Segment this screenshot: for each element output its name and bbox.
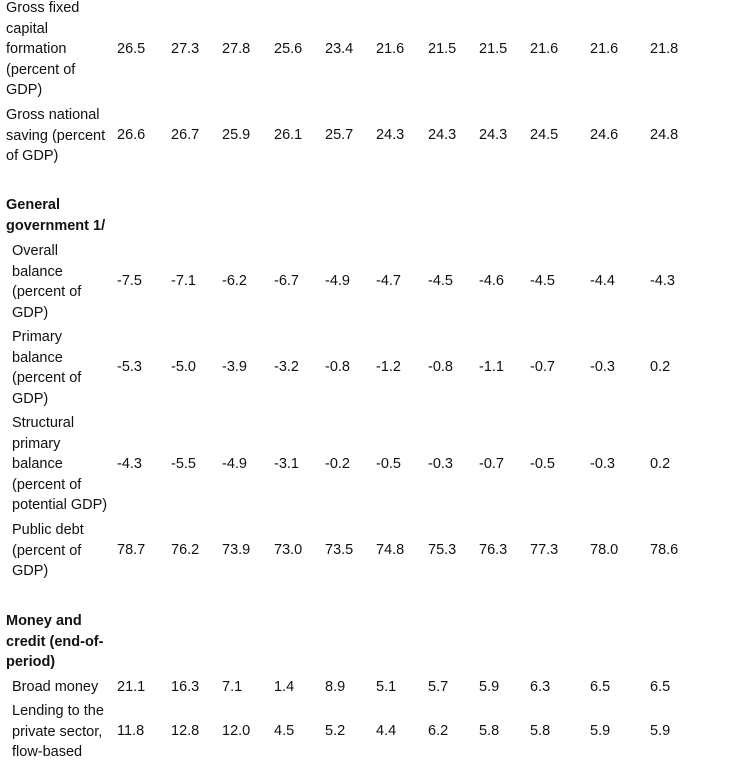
value-cell: 76.3: [479, 542, 508, 558]
value-cell: -4.9: [222, 456, 247, 472]
value-cell: 16.3: [171, 679, 200, 695]
row-label: Overall balance (percent of GDP): [12, 243, 82, 321]
row-label: Public debt (percent of GDP): [12, 522, 84, 579]
value-cell: 5.9: [650, 723, 671, 739]
value-cell: 73.0: [274, 542, 303, 558]
value-cell: -4.5: [530, 273, 555, 289]
value-cell: -4.9: [325, 273, 350, 289]
value-cell: -1.1: [479, 359, 504, 375]
value-cell: 26.1: [274, 127, 303, 143]
value-cell: 21.6: [376, 41, 405, 57]
section-title: General government 1/: [6, 197, 106, 234]
value-cell: 7.1: [222, 679, 243, 695]
value-cell: 21.8: [650, 41, 679, 57]
value-cell: -6.7: [274, 273, 299, 289]
value-cell: 26.6: [117, 127, 146, 143]
value-cell: 5.8: [479, 723, 500, 739]
value-cell: -7.1: [171, 273, 196, 289]
value-cell: 27.8: [222, 41, 251, 57]
value-cell: -0.8: [428, 359, 453, 375]
value-cell: -5.5: [171, 456, 196, 472]
value-cell: 74.8: [376, 542, 405, 558]
value-cell: -4.7: [376, 273, 401, 289]
value-cell: 6.5: [650, 679, 671, 695]
value-cell: 5.1: [376, 679, 397, 695]
value-cell: 12.0: [222, 723, 251, 739]
row-label: Lending to the private sector, flow-based: [12, 703, 104, 760]
value-cell: -5.3: [117, 359, 142, 375]
value-cell: 21.6: [590, 41, 619, 57]
value-cell: -6.2: [222, 273, 247, 289]
value-cell: -0.5: [376, 456, 401, 472]
value-cell: 5.2: [325, 723, 346, 739]
value-cell: 25.9: [222, 127, 251, 143]
value-cell: 26.5: [117, 41, 146, 57]
value-cell: 73.9: [222, 542, 251, 558]
value-cell: 4.4: [376, 723, 397, 739]
value-cell: 75.3: [428, 542, 457, 558]
row-label: Gross national saving (percent of GDP): [6, 107, 106, 164]
value-cell: 24.3: [479, 127, 508, 143]
value-cell: 73.5: [325, 542, 354, 558]
value-cell: 0.2: [650, 359, 671, 375]
row-label: Broad money: [12, 679, 99, 695]
value-cell: -1.2: [376, 359, 401, 375]
value-cell: 76.2: [171, 542, 200, 558]
value-cell: 5.8: [530, 723, 551, 739]
value-cell: 24.3: [376, 127, 405, 143]
value-cell: 27.3: [171, 41, 200, 57]
value-cell: -0.2: [325, 456, 350, 472]
value-cell: -4.6: [479, 273, 504, 289]
value-cell: 25.7: [325, 127, 354, 143]
value-cell: 11.8: [117, 723, 145, 739]
value-cell: -0.3: [590, 456, 615, 472]
value-cell: -0.5: [530, 456, 555, 472]
value-cell: 8.9: [325, 679, 346, 695]
value-cell: 78.0: [590, 542, 619, 558]
value-cell: 0.2: [650, 456, 671, 472]
value-cell: 78.7: [117, 542, 146, 558]
value-cell: -4.3: [650, 273, 675, 289]
value-cell: 25.6: [274, 41, 303, 57]
value-cell: -4.3: [117, 456, 142, 472]
row-label: Gross fixed capital formation (percent of GDP): [6, 0, 80, 98]
value-cell: -0.3: [428, 456, 453, 472]
value-cell: 6.5: [590, 679, 611, 695]
value-cell: 21.6: [530, 41, 559, 57]
value-cell: 1.4: [274, 679, 295, 695]
value-cell: 6.3: [530, 679, 551, 695]
value-cell: 21.5: [428, 41, 457, 57]
value-cell: -0.8: [325, 359, 350, 375]
value-cell: 77.3: [530, 542, 559, 558]
value-cell: 5.9: [479, 679, 500, 695]
value-cell: 24.6: [590, 127, 619, 143]
section-title: Money and credit (end-of-period): [6, 613, 104, 670]
value-cell: -7.5: [117, 273, 142, 289]
value-cell: 5.7: [428, 679, 449, 695]
value-cell: -4.5: [428, 273, 453, 289]
value-cell: 6.2: [428, 723, 449, 739]
value-cell: 24.8: [650, 127, 679, 143]
value-cell: 24.3: [428, 127, 457, 143]
value-cell: 23.4: [325, 41, 354, 57]
value-cell: -3.1: [274, 456, 299, 472]
value-cell: 21.1: [117, 679, 146, 695]
value-cell: -0.7: [530, 359, 555, 375]
row-label: Structural primary balance (percent of potential GDP): [12, 415, 108, 513]
value-cell: -0.7: [479, 456, 504, 472]
value-cell: 12.8: [171, 723, 200, 739]
value-cell: -5.0: [171, 359, 196, 375]
value-cell: 21.5: [479, 41, 508, 57]
row-label: Primary balance (percent of GDP): [12, 329, 82, 407]
value-cell: 4.5: [274, 723, 295, 739]
value-cell: 24.5: [530, 127, 559, 143]
value-cell: -3.9: [222, 359, 247, 375]
value-cell: 5.9: [590, 723, 611, 739]
value-cell: 78.6: [650, 542, 679, 558]
value-cell: 26.7: [171, 127, 200, 143]
value-cell: -0.3: [590, 359, 615, 375]
value-cell: -4.4: [590, 273, 615, 289]
value-cell: -3.2: [274, 359, 299, 375]
